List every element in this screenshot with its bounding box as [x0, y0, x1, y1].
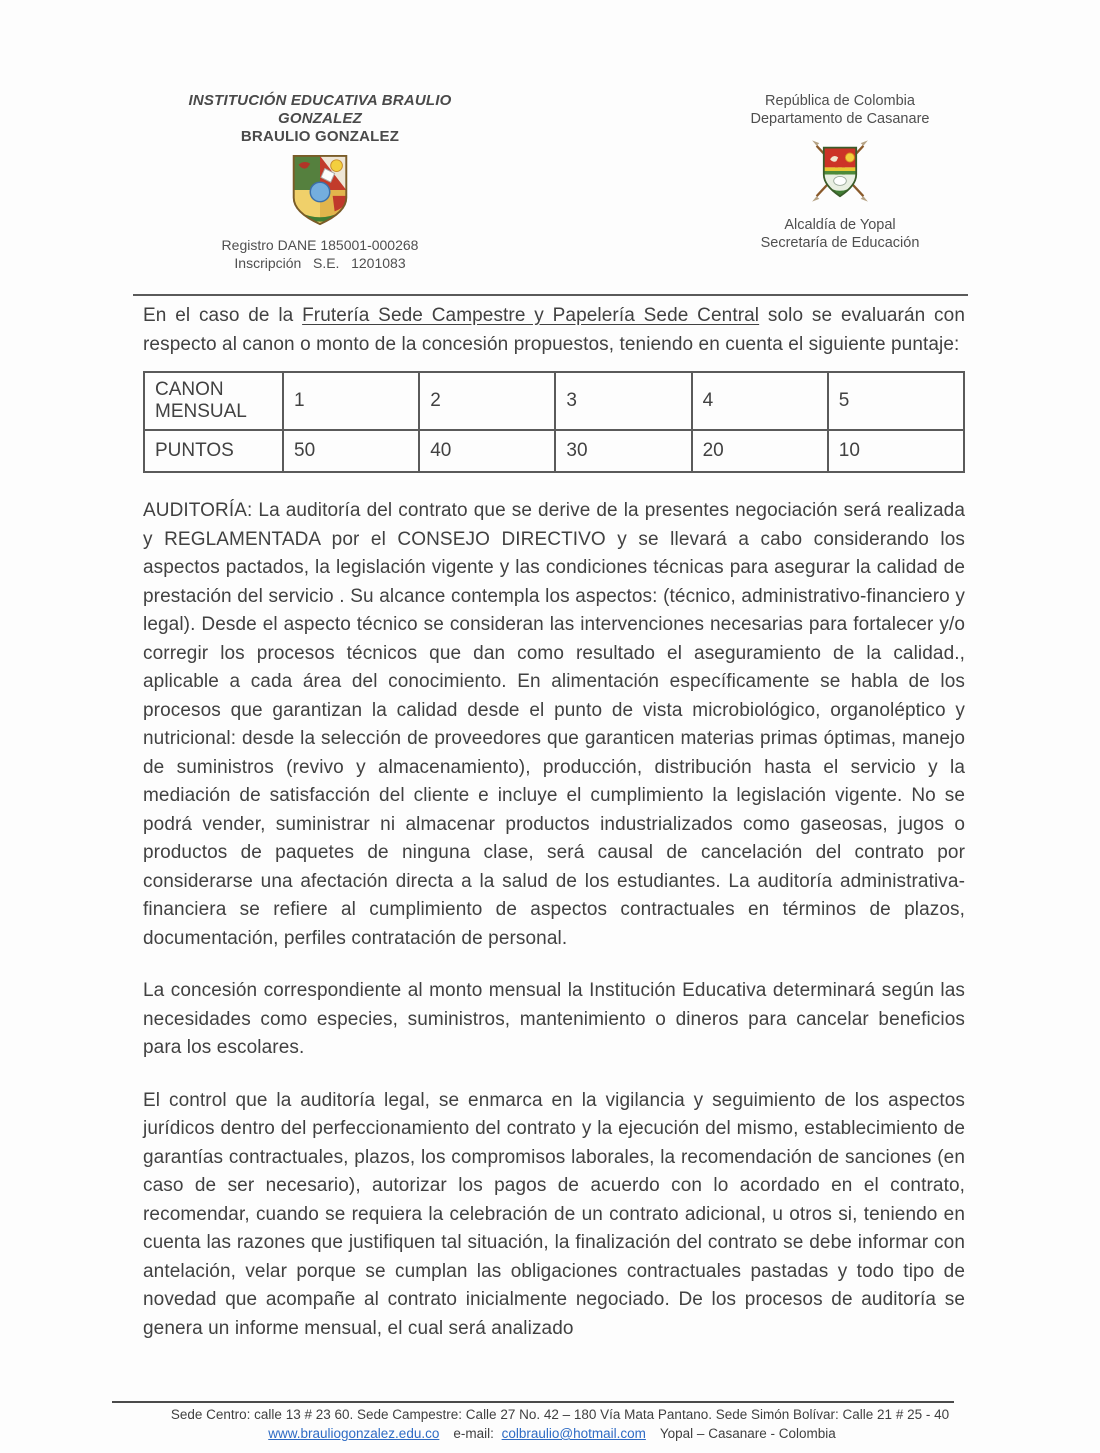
letterhead-left: [145, 92, 495, 272]
document-body: [0, 296, 1100, 1343]
concesion-paragraph: La concesión correspondiente al monto mensual la Institución Educativa determinará según las necesidades como especies, suministros, mantenimiento o dineros para cancelar beneficios para los escolares.: [143, 980, 965, 1058]
secretaria-line: Secretaría de Educación: [760, 235, 920, 251]
letterhead-right: [715, 92, 965, 272]
email-label: e-mail:: [453, 1426, 494, 1441]
footer-location: Yopal – Casanare - Colombia: [659, 1426, 836, 1441]
intro-text-post: solo se evaluarán con respecto al canon o monto de la concesión propuestos, teniendo en cuenta el siguiente puntaje:: [143, 305, 965, 355]
table-cell: 30: [555, 430, 691, 472]
control-paragraph: El control que la auditoría legal, se enmarca en la vigilancia y seguimiento de los aspectos jurídicos dentro del perfeccionamiento del contrato y la ejecución del mismo, establecimiento de garantías contractuales, plazos, los compromisos laborales, la recomendación de sanciones (en caso de ser necesario), autorizar los pagos de acuerdo con lo acordado en el contrato, recomendar, cuando se requiera la celebración de un contrato adicional, u otros si, teniendo en cuenta las razones que justifiquen tal situación, la finalización del contrato se debe informar con antelación, velar porque se cumplan las obligaciones contractuales pastadas y todo tipo de novedad que acompañe al contrato inicialmente negociado. De los procesos de auditoría se genera un informe mensual, el cual será analizado: [143, 1089, 965, 1339]
table-cell: 3: [555, 372, 691, 430]
footer-separator: [112, 1401, 954, 1403]
institution-name: INSTITUCIÓN EDUCATIVA BRAULIO GONZALEZ: [188, 92, 452, 127]
canon-score-table: [143, 371, 965, 473]
table-cell: 2: [419, 372, 555, 430]
intro-paragraph: [143, 302, 965, 359]
footer-contacts: [0, 1424, 1100, 1443]
email-link[interactable]: colbraulio@hotmail.com: [501, 1426, 646, 1441]
row-label-canon: CANON MENSUAL: [144, 372, 283, 430]
row-label-puntos: PUNTOS: [144, 430, 283, 472]
table-cell: 10: [828, 430, 964, 472]
school-crest-icon: [145, 153, 495, 227]
departamento-line: Departamento de Casanare: [750, 111, 930, 127]
table-cell: 50: [283, 430, 419, 472]
page-footer: [0, 1401, 1100, 1443]
table-cell: 4: [692, 372, 828, 430]
table-cell: 20: [692, 430, 828, 472]
intro-text-underlined: Frutería Sede Campestre y Papelería Sede Central: [302, 305, 760, 326]
table-cell: 5: [828, 372, 964, 430]
registro-dane: Registro DANE 185001-000268: [221, 237, 419, 253]
website-link[interactable]: www.brauliogonzalez.edu.co: [268, 1426, 440, 1441]
table-cell: 1: [283, 372, 419, 430]
inscripcion-se: Inscripción S.E. 1201083: [234, 255, 406, 271]
table-row-puntos: [144, 430, 964, 472]
auditoria-paragraph: AUDITORÍA: La auditoría del contrato que se derive de la presentes negociación será realizada y REGLAMENTADA por el CONSEJO DIRECTIVO y se llevará a cabo considerando los aspectos pactados, la legislación vigente y las condiciones técnicas para asegurar la calidad de prestación del servicio . Su alcance contempla los aspectos: (técnico, administrativo-financiero y legal). Desde el aspecto técnico se consideran las intervenciones necesarias para fortalecer y/o corregir los procesos técnicos que dan como resultado el aseguramiento de la calidad., aplicable a cada área del conocimiento. En alimentación específicamente se habla de los procesos que garantizan la calidad desde el punto de vista microbiológico, organoléptico y nutricional: desde la selección de proveedores que garanticen materias primas óptimas, manejo de suministros (revivo y almacenamiento), producción, distribución hasta el servicio y la mediación de satisfacción del cliente e incluye el cumplimiento la legislación vigente. No se podrá vender, suministrar ni almacenar productos industrializados como gaseosas, jugos o productos de paquetes de ninguna clase, será causal de cancelación del contrato por considerarse una afectación directa a la salud de los estudiantes. La auditoría administrativa-financiera se refiere al cumplimiento de aspectos contractuales en términos de plazos, documentación, perfiles contratación de personal.: [143, 500, 965, 949]
institution-short-name: BRAULIO GONZALEZ: [240, 128, 400, 145]
letterhead: [0, 92, 1100, 272]
table-cell: 40: [419, 430, 555, 472]
footer-addresses: Sede Centro: calle 13 # 23 60. Sede Campestre: Calle 27 No. 42 – 180 Vía Mata Pantano. Sede Simón Bolívar: Calle 21 # 25 - 40: [170, 1407, 950, 1422]
alcaldia-line: Alcaldía de Yopal: [784, 217, 896, 233]
table-row-canon: [144, 372, 964, 430]
republica-line: República de Colombia: [765, 93, 915, 109]
casanare-crest-icon: [715, 135, 965, 207]
intro-text-pre: En el caso de la: [143, 305, 303, 326]
